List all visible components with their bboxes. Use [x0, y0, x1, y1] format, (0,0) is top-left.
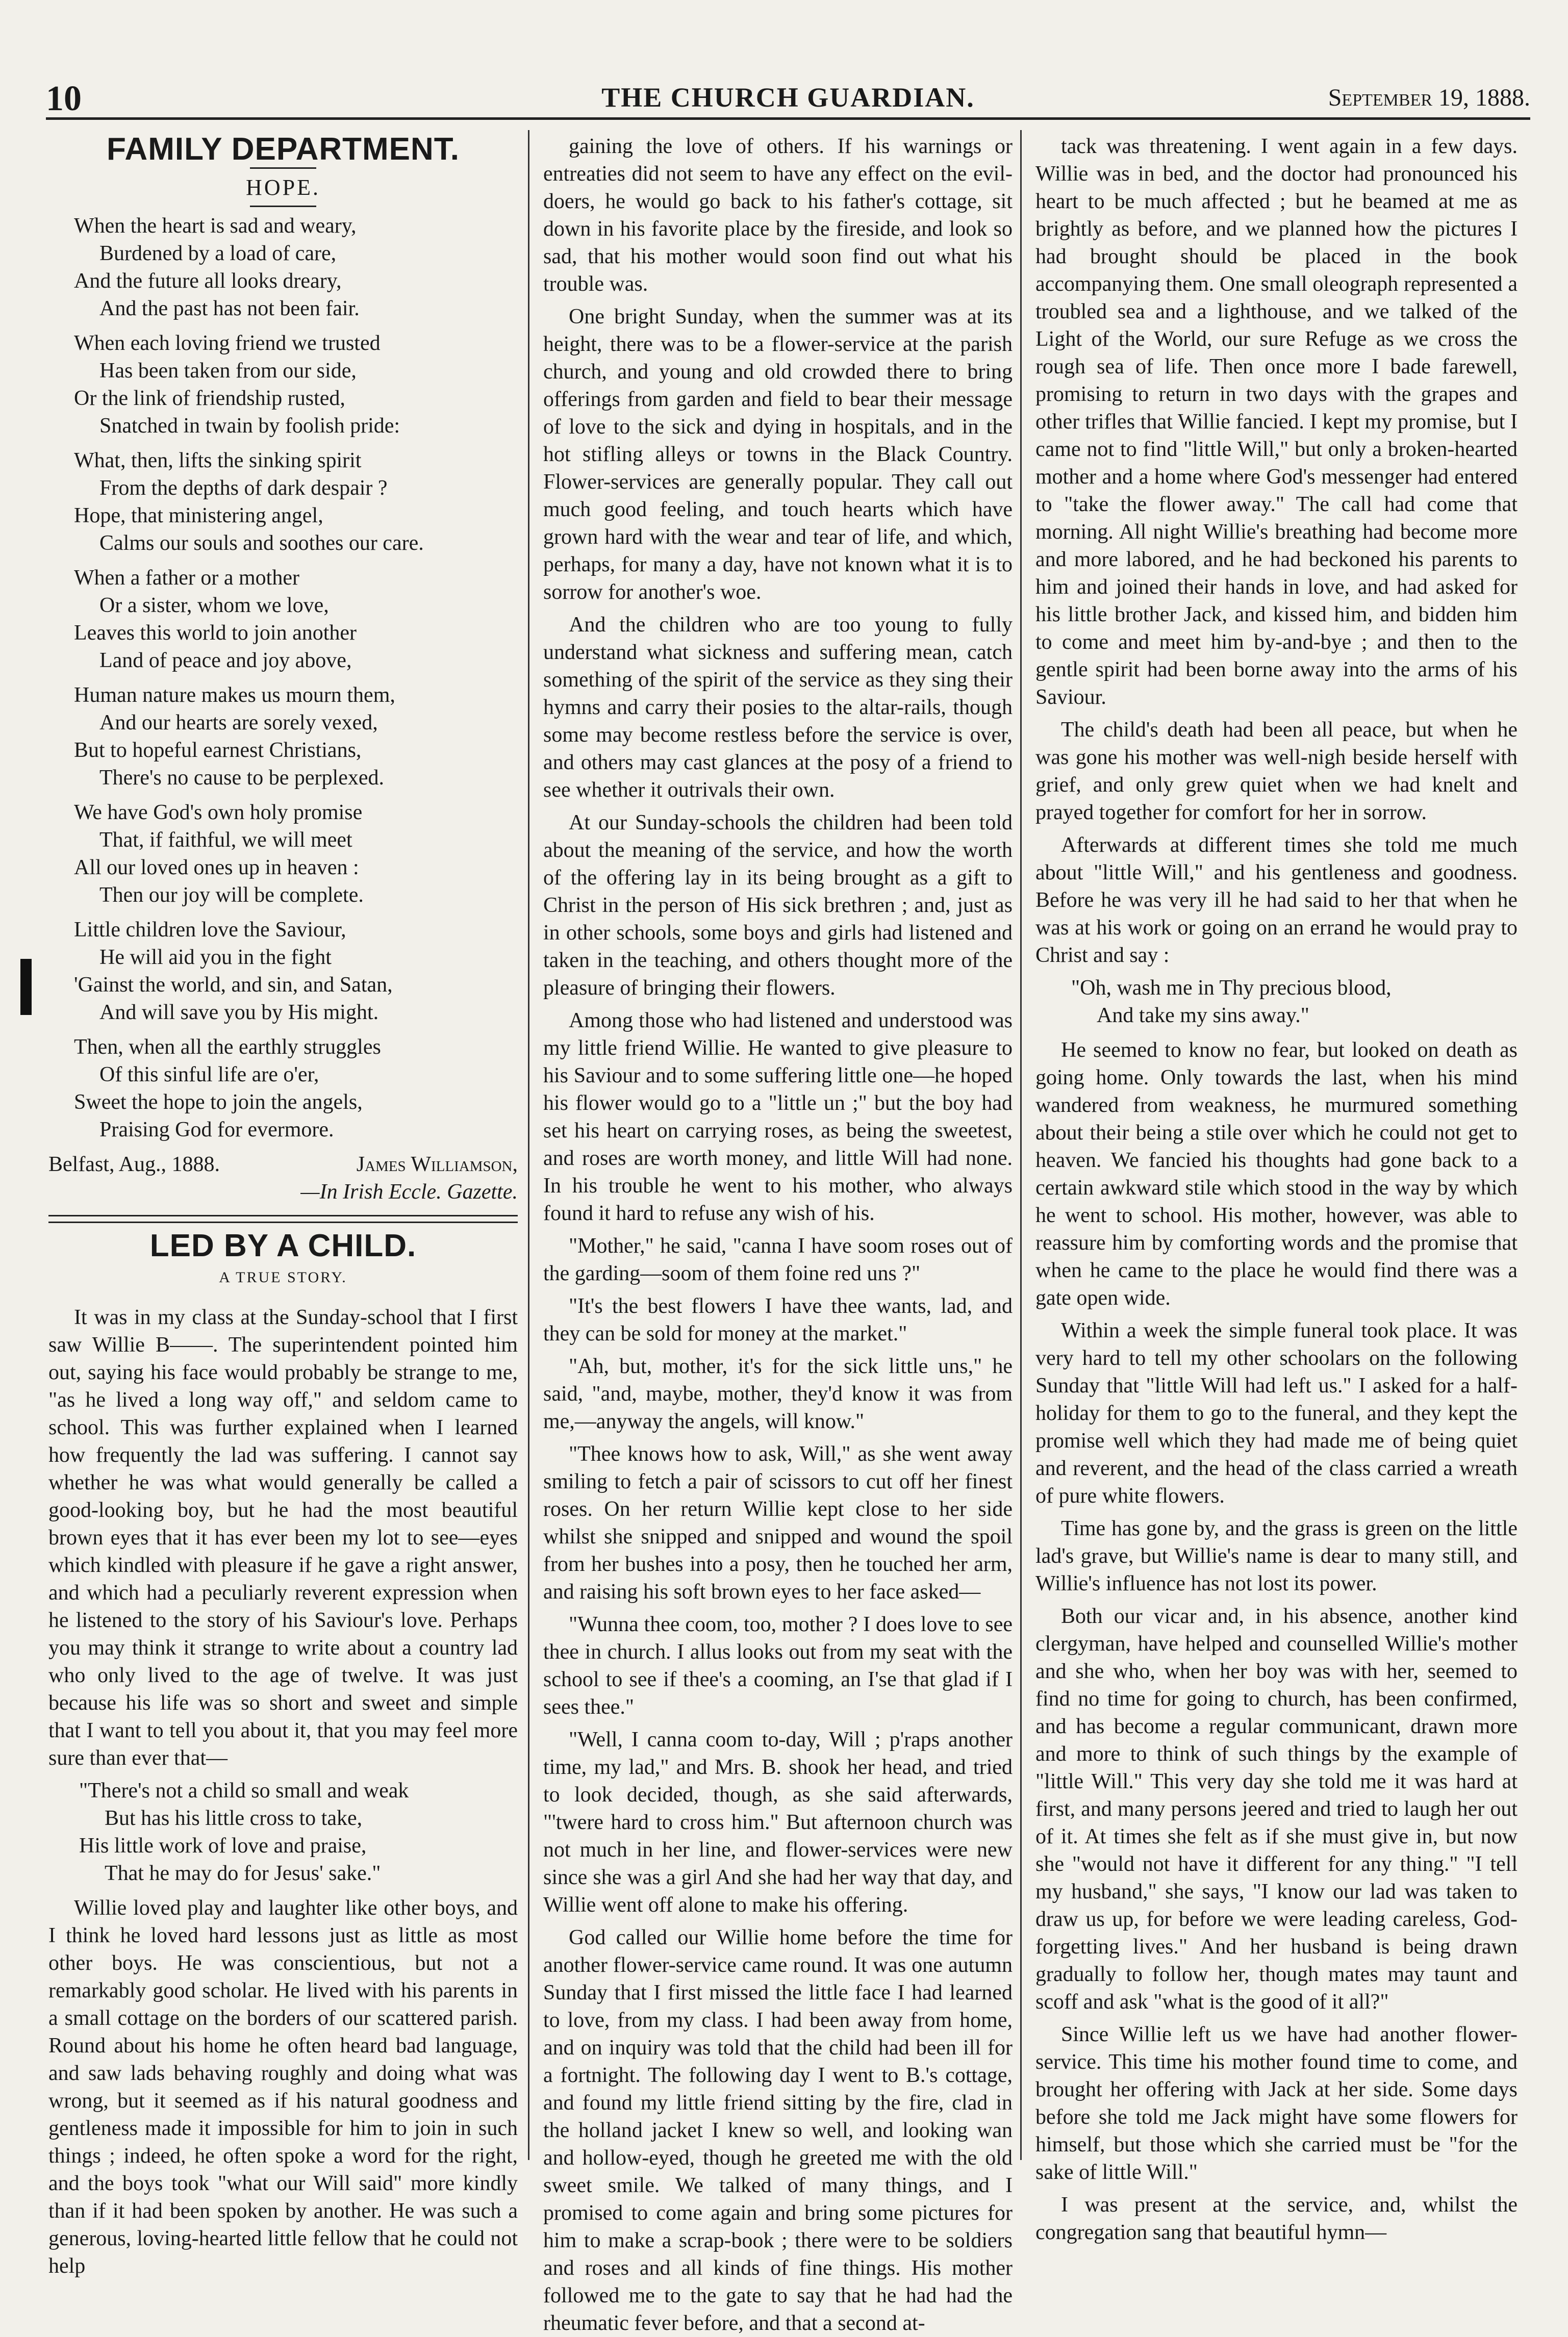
paragraph: "Ah, but, mother, it's for the sick little uns," he said, "and, maybe, mother, they'd know it was from me,—anyway the angels, will know." — [543, 1355, 1013, 1433]
paragraph: Since Willie left us we have had another flower-service. This time his mother found time to come, and brought her offering with Jack at her side. Some days before she told me Jack might have some flowers for himself, but those which she carried must be "for the sake of little Will." — [1035, 2023, 1518, 2184]
poem-line: All our loved ones up in heaven : — [74, 856, 359, 879]
section-heading: FAMILY DEPARTMENT. — [106, 132, 460, 167]
paragraph: The child's death had been all peace, but when he was gone his mother was well-nigh beside herself with grief, and only grew quiet when we had knelt and prayed together for comfort for her in sorrow. — [1035, 718, 1518, 824]
poem-stanza — [48, 447, 518, 557]
place-date: Belfast, Aug., 1888. — [48, 1153, 220, 1176]
divider — [48, 1215, 518, 1223]
poem-body — [48, 212, 518, 1144]
poem-line: And our hearts are sorely vexed, — [99, 711, 378, 734]
paragraph: gaining the love of others. If his warnings or entreaties did not seem to have any effect on the evil-doers, he would go back to his father's cottage, sit down in his favorite place by the fireside, and look so sad, that his mother would soon find out what his trouble was. — [543, 135, 1013, 296]
paragraph: "Wunna thee coom, too, mother ? I does love to see thee in church. I allus looks out from my seat with the school to see if thee's a cooming, an I'se that glad if I sees thee." — [543, 1613, 1013, 1719]
story-text — [48, 1894, 518, 2280]
poem-line: Praising God for evermore. — [99, 1118, 334, 1141]
column-rule — [528, 130, 529, 2160]
poem-stanza — [48, 329, 518, 440]
poem-line: Leaves this world to join another — [74, 621, 357, 645]
column-rule — [1020, 130, 1022, 2160]
column-3 — [1035, 133, 1518, 2244]
issue-date: September 19, 1888. — [1328, 84, 1530, 111]
paragraph: Willie loved play and laughter like other boys, and I think he loved hard lessons just as little as most other boys. He was conscientious, but not a remarkably good scholar. He lived with his parents in a small cottage on the borders of our scattered parish. Round about his home he often heard bad language, and saw lads behaving roughly and doing what was wrong, but it seemed as if his natural goodness and gentleness made it impossible for him to join in such things ; indeed, he often spoke a word for the right, and the boys took "what our Will said" more kindly than if it had been spoken by another. He was such a generous, loving-hearted little fellow that he could not help — [48, 1896, 518, 2278]
verse-line: And take my sins away." — [1097, 1004, 1309, 1027]
page-header — [46, 77, 1530, 120]
margin-marker — [20, 959, 32, 1015]
poem-line: Land of peace and joy above, — [99, 649, 352, 672]
poem-line: There's no cause to be perplexed. — [99, 766, 384, 790]
paragraph: Within a week the simple funeral took place. It was very hard to tell my other schoolars on the following Sunday that "little Will had left us." I asked for a half-holiday for them to go to the funeral, and they kept the promise well which they had made me of being quiet and reverent, and the head of the class carried a wreath of pure white flowers. — [1035, 1319, 1518, 1508]
paragraph: "Well, I canna coom to-day, Will ; p'raps another time, my lad," and Mrs. B. shook her head, and tried to look decided, though, as she said afterwards, "'twere hard to cross him." But afternoon church was not much in her line, and flower-services were new since she was a girl And she had her way that day, and Willie went off alone to make his offering. — [543, 1728, 1013, 1917]
poem-stanza — [48, 564, 518, 674]
verse-line: "Oh, wash me in Thy precious blood, — [1071, 976, 1392, 1000]
verse-line: That he may do for Jesus' sake." — [105, 1862, 381, 1885]
paragraph: "Thee knows how to ask, Will," as she went away smiling to fetch a pair of scissors to cut off her finest roses. On her return Willie kept close to her side whilst she snipped and snipped and wound the spoil from her bushes into a posy, then he touched her arm, and raising his soft brown eyes to her face asked— — [543, 1442, 1013, 1604]
poem-line: When each loving friend we trusted — [74, 332, 381, 355]
poem-line: Human nature makes us mourn them, — [74, 683, 395, 707]
poem-stanza — [48, 681, 518, 792]
poem-stanza — [48, 1033, 518, 1144]
column-2 — [543, 133, 1013, 2335]
paragraph: I was present at the service, and, whilst the congregation sang that beautiful hymn— — [1035, 2193, 1518, 2244]
paragraph: And the children who are too young to fully understand what sickness and suffering mean, catch something of the spirit of the service as they sing their hymns and carry their posies to the altar-rails, though some may become restless before the service is over, and others may cast glances at the posy of a friend to see whether it outrivals their own. — [543, 613, 1013, 802]
poem-line: Or the link of friendship rusted, — [74, 387, 345, 410]
poem-line: And will save you by His might. — [99, 1001, 379, 1024]
poem-line: Then our joy will be complete. — [99, 883, 364, 907]
paragraph: At our Sunday-schools the children had been told about the meaning of the service, and how the worth of the offering lay in its being brought as a gift to Christ in the person of His sick brethren ; and, just as in other schools, some boys and girls had listened and taken in the teaching, and others thought more of the pleasure of bringing their flowers. — [543, 811, 1013, 1000]
paragraph: God called our Willie home before the time for another flower-service came round. It was one autumn Sunday that I first missed the little face I had learned to love, from my class. I had been away from home, and on inquiry was told that the child had been ill for a fortnight. The following day I went to B.'s cottage, and found my little friend sitting by the fire, clad in the holland jacket I knew so well, and looking wan and hollow-eyed, though he greeted me with the old sweet smile. We talked of many things, and I promised to come again and bring some pictures for him to make a scrap-book ; there were to be soldiers and roses and all kinds of fine things. His mother followed me to the gate to say that he had had the rheumatic fever before, and that a second at- — [543, 1926, 1013, 2335]
poem-line: Little children love the Saviour, — [74, 918, 346, 942]
poem-line: When a father or a mother — [74, 566, 299, 590]
poem-line: When the heart is sad and weary, — [74, 214, 357, 238]
poem-line: What, then, lifts the sinking spirit — [74, 449, 362, 472]
story-subtitle: A TRUE STORY. — [219, 1269, 347, 1286]
poem-line: Of this sinful life are o'er, — [99, 1063, 319, 1086]
poem-line: We have God's own holy promise — [74, 801, 363, 824]
poem-line: Burdened by a load of care, — [99, 242, 337, 265]
paragraph: He seemed to know no fear, but looked on death as going home. Only towards the last, when his mind wandered from weakness, he murmured something about their being a stile over which he could not get to heaven. We fancied his thoughts had gone back to a certain awkward stile which stood in the way by which he went to school. His mother, however, was able to reassure him by comforting words and the promise that when he came to the place he would find there was a gate open wide. — [1035, 1038, 1518, 1310]
poem-signature — [48, 1151, 518, 1178]
poem-line: Has been taken from our side, — [99, 359, 357, 383]
poem-line: And the future all looks dreary, — [74, 269, 342, 293]
story-text — [48, 1304, 518, 1772]
poem-stanza — [48, 799, 518, 909]
verse-line: "There's not a child so small and weak — [79, 1779, 409, 1802]
poem-line: Then, when all the earthly struggles — [74, 1035, 381, 1059]
paragraph: Among those who had listened and understood was my little friend Willie. He wanted to give pleasure to his Saviour and to some suffering little one—he hoped his flower would go to a "little un ;" but the boy had set his heart on carrying roses, as being the sweetest, and roses are worth money, and little Will had none. In his trouble he went to his mother, who always found it hard to refuse any wish of his. — [543, 1009, 1013, 1225]
poem-author: James Williamson, — [356, 1153, 518, 1176]
poem-line: Snatched in twain by foolish pride: — [99, 414, 400, 438]
page-number: 10 — [46, 79, 82, 118]
paragraph: "It's the best flowers I have thee wants, lad, and they can be sold for money at the market." — [543, 1294, 1013, 1345]
paragraph: tack was threatening. I went again in a few days. Willie was in bed, and the doctor had pronounced his heart to be much affected ; but he beamed at me as brightly as before, and we planned how the pictures I had brought should be placed in the book accompanying them. One small oleograph represented a troubled sea and a lighthouse, and we talked of the Light of the World, our sure Refuge as we cross the rough sea of life. Then once more I bade farewell, promising to return in two days with the grapes and other trifles that Willie fancied. I kept my promise, but I came not to find "little Will," but only a broken-hearted mother and a home where God's messenger had entered to "take the flower away." The call had come that morning. All night Willie's breathing had become more and more labored, and he had beckoned his parents to him and joined their hands in love, and had asked for his little brother Jack, and kissed him, and bidden him to come and meet him by-and-bye ; and then to the gentle spirit had been borne away into the arms of his Saviour. — [1035, 135, 1518, 709]
story-text — [1035, 1036, 1518, 2246]
story-heading: LED BY A CHILD. — [149, 1228, 417, 1263]
poem-title: HOPE. — [246, 175, 320, 200]
column-1 — [48, 132, 518, 2278]
poem-line: That, if faithful, we will meet — [99, 828, 352, 852]
poem-line: But to hopeful earnest Christians, — [74, 739, 362, 762]
story-text — [1035, 133, 1518, 969]
poem-line: From the depths of dark despair ? — [99, 476, 388, 500]
paragraph: One bright Sunday, when the summer was at its height, there was to be a flower-service at the parish church, and young and old crowded there to bring offerings from garden and field to bear their message of love to the sick and dying in hospitals, and in the hot stifling alleys or towns in the Black Country. Flower-services are generally popular. They call out much good feeling, and touch hearts which have grown hard with the wear and tear of life, and which, perhaps, for many a day, have not known what it is to sorrow for another's woe. — [543, 305, 1013, 604]
paragraph: Afterwards at different times she told me much about "little Will," and his gentleness and goodness. Before he was very ill he had said to her that when he was at his work or going on an errand he would pray to Christ and say : — [1035, 833, 1518, 967]
verse-line: But has his little cross to take, — [105, 1807, 363, 1830]
poem-line: 'Gainst the world, and sin, and Satan, — [74, 973, 393, 997]
story-verse — [1035, 974, 1518, 1029]
poem-line: Sweet the hope to join the angels, — [74, 1090, 363, 1114]
poem-stanza — [48, 212, 518, 322]
verse-line: His little work of love and praise, — [79, 1834, 367, 1858]
story-verse — [48, 1777, 518, 1887]
story-text — [543, 133, 1013, 2337]
divider — [250, 167, 316, 169]
journal-title: THE CHURCH GUARDIAN. — [601, 82, 975, 113]
paragraph: Both our vicar and, in his absence, another kind clergyman, have helped and counselled Willie's mother and she who, when her boy was with her, seemed to find no time for going to church, has been confirmed, and has become a regular communicant, drawn more and more to think of such things by the example of "little Will." This very day she told me it was hard at first, and many persons jeered and tried to laugh her out of it. At times she felt as if she must give in, but now she "would not have it different for any thing." "I tell my husband," she says, "I know our lad was taken to draw us up, for before we were leading careless, God-forgetting lives." And her husband is being drawn gradually to follow her, though mates may taunt and scoff and ask "what is the good of it all?" — [1035, 1605, 1518, 2014]
paragraph: Time has gone by, and the grass is green on the little lad's grave, but Willie's name is dear to many still, and Willie's influence has not lost its power. — [1035, 1517, 1518, 1595]
poem-line: Or a sister, whom we love, — [99, 594, 329, 617]
paragraph: "Mother," he said, "canna I have soom roses out of the garding—soom of them foine red uns ?" — [543, 1234, 1013, 1285]
divider — [250, 206, 316, 207]
poem-line: And the past has not been fair. — [99, 297, 360, 320]
poem-line: Calms our souls and soothes our care. — [99, 531, 424, 555]
poem-line: Hope, that ministering angel, — [74, 504, 323, 527]
poem-line: He will aid you in the fight — [99, 946, 332, 969]
poem-stanza — [48, 916, 518, 1026]
poem-source: —In Irish Eccle. Gazette. — [300, 1180, 518, 1204]
paragraph: It was in my class at the Sunday-school that I first saw Willie B——. The superintendent pointed him out, saying his face would probably be strange to me, "as he lived a long way off," and seldom came to school. This was further explained when I learned how frequently the lad was suffering. I cannot say whether he was what would generally be called a good-looking boy, but he had the most beautiful brown eyes that it has ever been my lot to see—eyes which kindled with pleasure if he gave a right answer, and which had a peculiarly reverent expression when he listened to the story of his Saviour's love. Perhaps you may think it strange to write about a country lad who only lived to the age of twelve. It was just because his life was so short and sweet and simple that I want to tell you about it, that you may feel more sure than ever that— — [48, 1306, 518, 1770]
